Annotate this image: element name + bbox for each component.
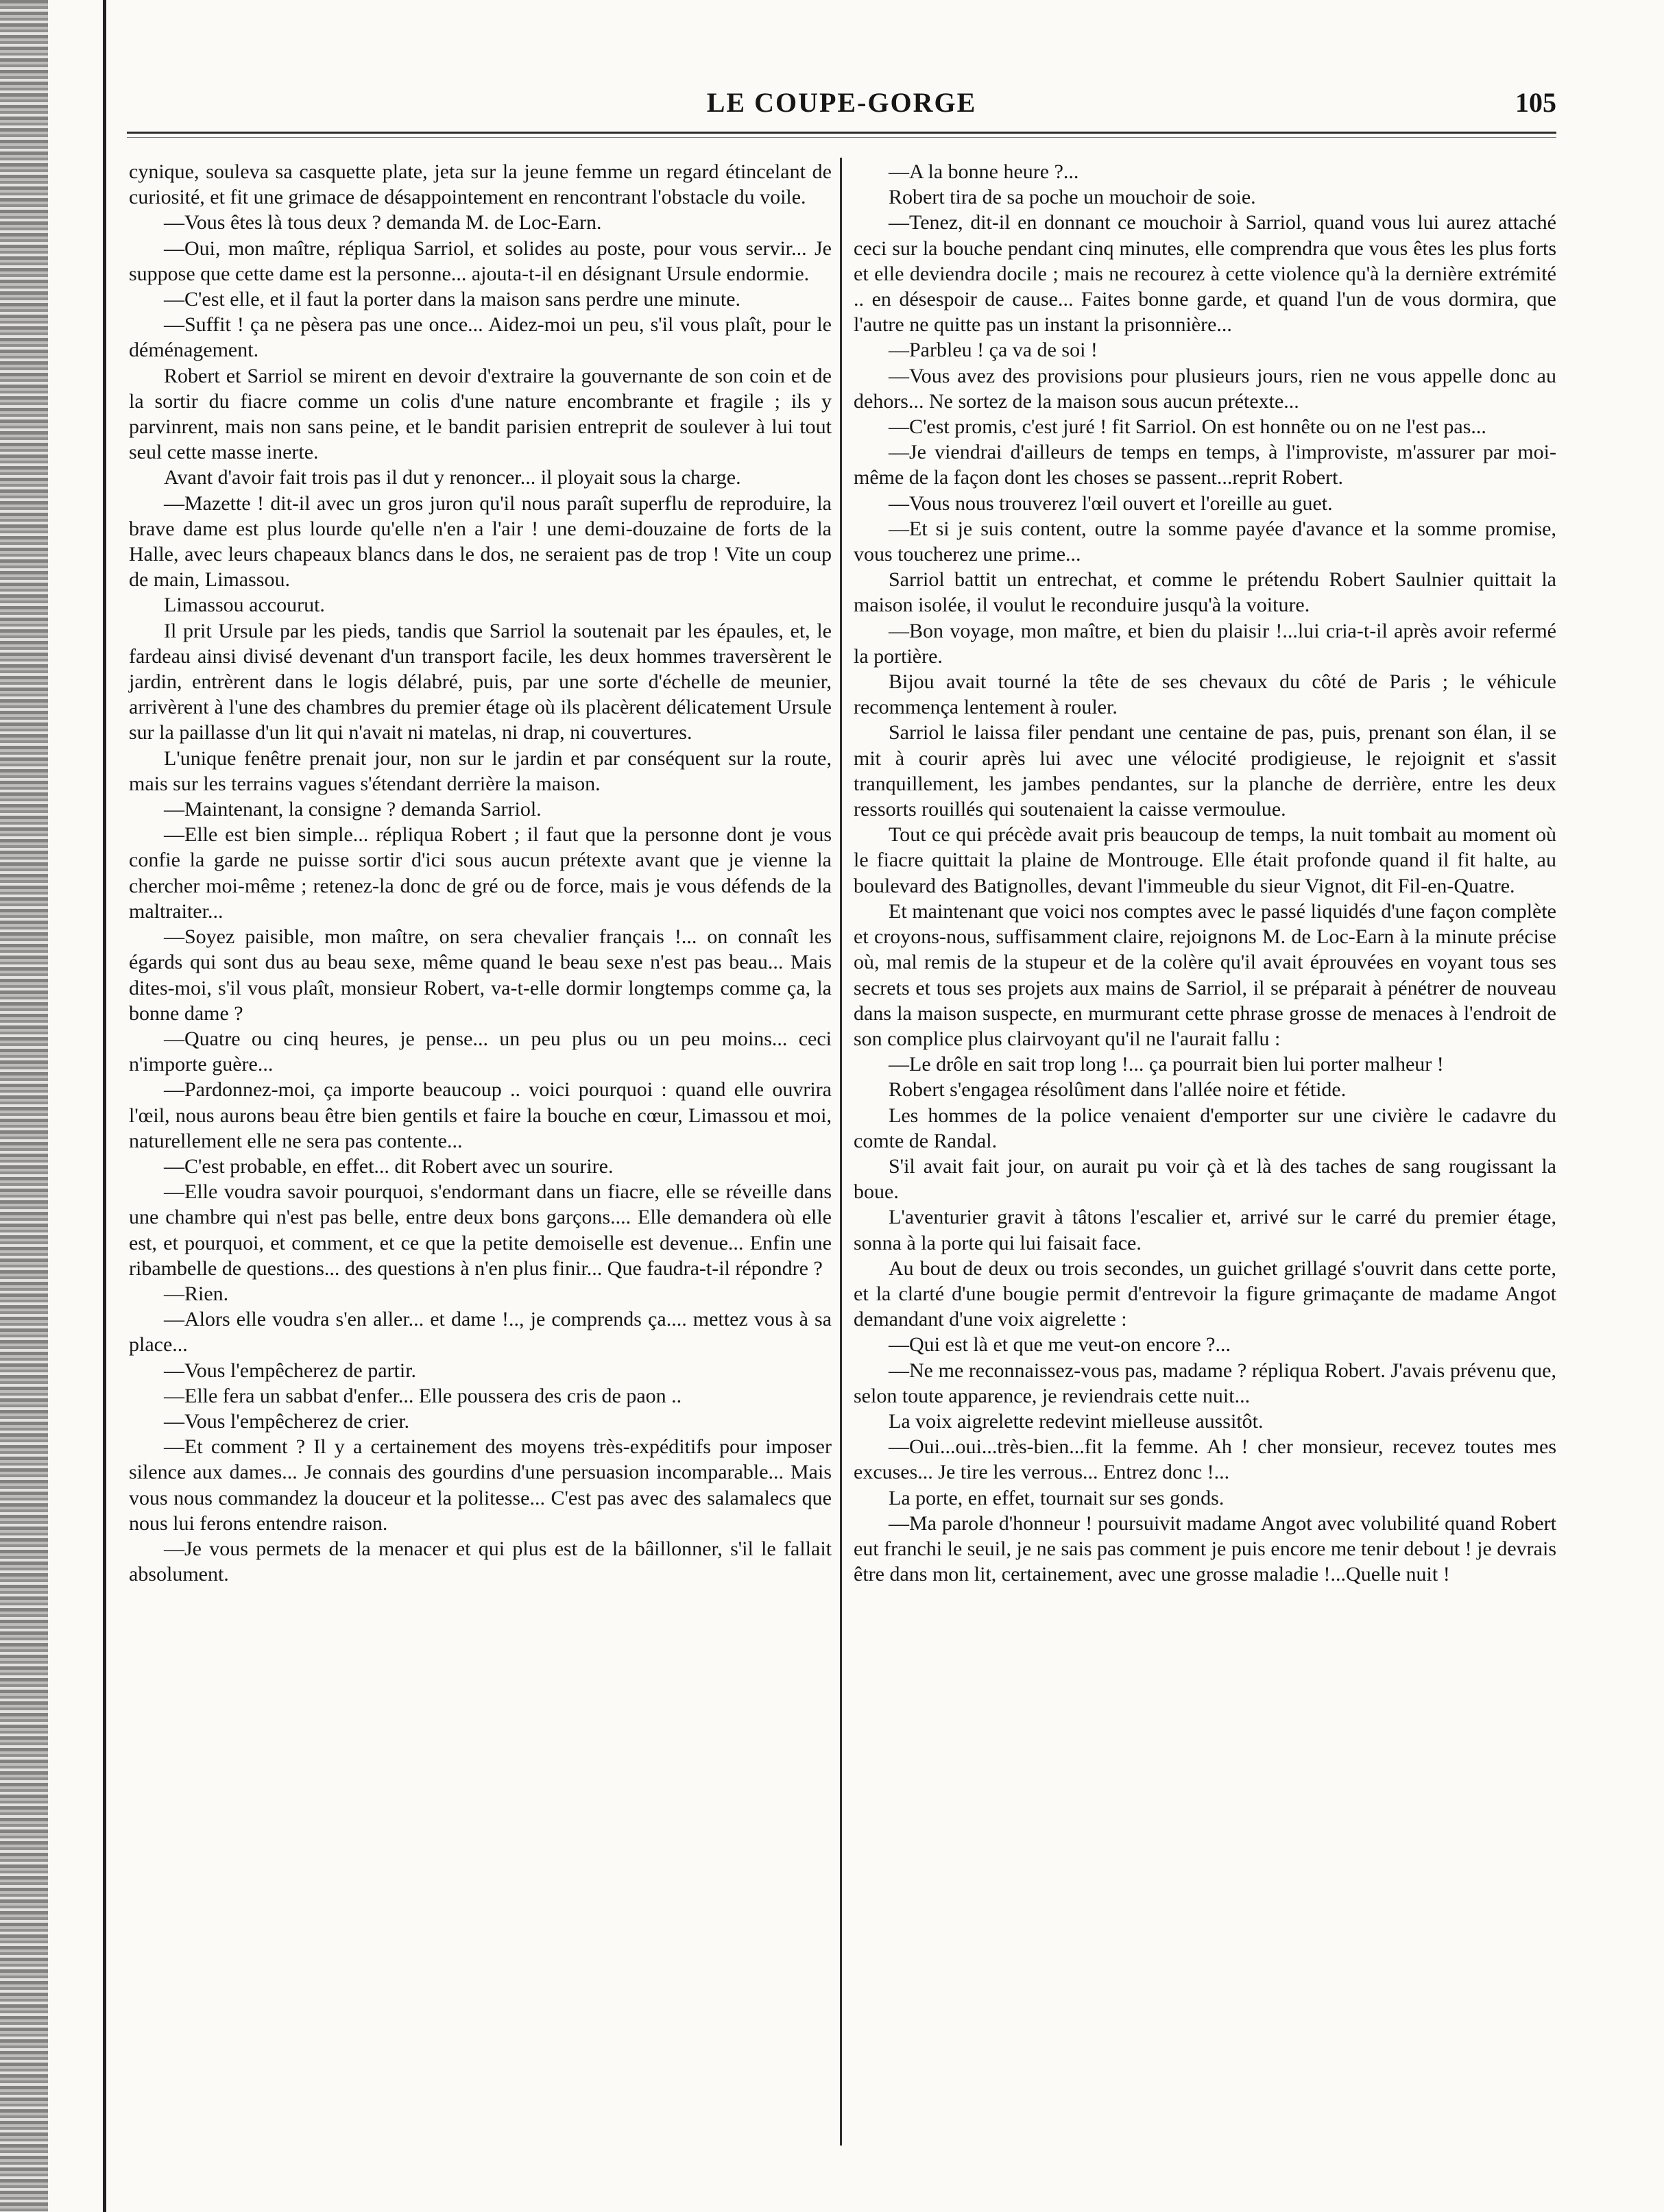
left-column (129, 159, 832, 1587)
paragraph: —Quatre ou cinq heures, je pense... un peu plus ou un peu moins... ceci n'importe guère... (129, 1027, 832, 1076)
paragraph: —Vous l'empêcherez de partir. (164, 1359, 417, 1382)
paragraph: —Elle fera un sabbat d'enfer... Elle poussera des cris de paon .. (164, 1384, 682, 1407)
paragraph: Bijou avait tourné la tête de ses chevaux du côté de Paris ; le véhicule recommença lentement à rouler. (854, 670, 1556, 719)
paragraph: —C'est elle, et il faut la porter dans la maison sans perdre une minute. (164, 288, 740, 311)
paragraph: cynique, souleva sa casquette plate, jeta sur la jeune femme un regard étincelant de curiosité, et fit une grimace de désappointement en rencontrant l'obstacle du voile. (129, 160, 832, 209)
paragraph: —Elle est bien simple... répliqua Robert ; il faut que la personne dont je vous confie la garde ne puisse sortir d'ici sous aucun prétexte avant que je vienne la chercher moi-même ; retenez-la donc de gré ou de force, mais je vous défends de la maltraiter... (129, 823, 832, 923)
right-column (854, 159, 1556, 1587)
paragraph: L'aventurier gravit à tâtons l'escalier et, arrivé sur le carré du premier étage, sonna à la porte qui lui faisait face. (854, 1206, 1556, 1254)
paragraph: La porte, en effet, tournait sur ses gonds. (889, 1486, 1225, 1509)
header-rule (127, 132, 1556, 134)
paragraph: —Vous l'empêcherez de crier. (164, 1409, 410, 1433)
paragraph: S'il avait fait jour, on aurait pu voir çà et là des taches de sang rougissant la boue. (854, 1154, 1556, 1204)
paragraph: —Vous nous trouverez l'œil ouvert et l'oreille au guet. (889, 491, 1333, 515)
page-header (127, 86, 1556, 127)
paragraph: —Parbleu ! ça va de soi ! (889, 339, 1098, 362)
paragraph: —Ma parole d'honneur ! poursuivit madame Angot avec volubilité quand Robert eut franchi le seuil, je ne sais pas comment je puis encore me tenir debout ! je devrais être dans mon lit, certainement, avec une grosse maladie !...Quelle nuit ! (854, 1511, 1556, 1586)
paragraph: —Suffit ! ça ne pèsera pas une once... Aidez-moi un peu, s'il vous plaît, pour le déménagement. (129, 313, 832, 362)
page-number: 105 (1515, 87, 1556, 118)
running-title: LE COUPE-GORGE (706, 87, 977, 118)
paragraph: Au bout de deux ou trois secondes, un guichet grillagé s'ouvrit dans cette porte, et la clarté d'une bougie permit d'entrevoir la figure grimaçante de madame Angot demandant d'une voix aigrelette : (854, 1256, 1556, 1331)
paragraph: —C'est promis, c'est juré ! fit Sarriol. On est honnête ou on ne l'est pas... (889, 415, 1486, 439)
paragraph: —Et comment ? Il y a certainement des moyens très-expéditifs pour imposer silence aux dames... Je connais des gourdins d'une persuasion incomparable... Mais vous nous commandez la douceur et la politesse... C'est pas avec des salamalecs que nous lui ferons entendre raison. (129, 1435, 832, 1535)
paragraph: Robert et Sarriol se mirent en devoir d'extraire la gouvernante de son coin et de la sortir du fiacre comme un colis d'une nature encombrante et fragile ; ils y parvinrent, mais non sans peine, et le bandit parisien entreprit de soulever à lui tout seul cette masse inerte. (129, 364, 832, 464)
page-binding-edge (0, 0, 48, 2212)
paragraph: —Le drôle en sait trop long !... ça pourrait bien lui porter malheur ! (889, 1053, 1444, 1076)
paragraph: —Bon voyage, mon maître, et bien du plaisir !...lui cria-t-il après avoir refermé la portière. (854, 619, 1556, 668)
paragraph: —Maintenant, la consigne ? demanda Sarriol. (164, 798, 542, 821)
paragraph: —Mazette ! dit-il avec un gros juron qu'il nous paraît superflu de reproduire, la brave dame est plus lourde qu'elle n'en a l'air ! une demi-douzaine de forts de la Halle, avec leurs chapeaux blancs dans le dos, ne seraient pas de trop ! Vite un coup de main, Limassou. (129, 491, 832, 592)
paragraph: —Ne me reconnaissez-vous pas, madame ? répliqua Robert. J'avais prévenu que, selon toute apparence, je reviendrais cette nuit... (854, 1359, 1556, 1407)
paragraph: —Rien. (164, 1282, 229, 1305)
paragraph: Tout ce qui précède avait pris beaucoup de temps, la nuit tombait au moment où le fiacre quittait la plaine de Montrouge. Elle était profonde quand il fit halte, au boulevard des Batignolles, devant l'immeuble du sieur Vignot, dit Fil-en-Quatre. (854, 823, 1556, 897)
paragraph: —Vous avez des provisions pour plusieurs jours, rien ne vous appelle donc au dehors... Ne sortez de la maison sous aucun prétexte... (854, 364, 1556, 413)
paragraph: Sarriol battit un entrechat, et comme le prétendu Robert Saulnier quittait la maison isolée, il voulut le reconduire jusqu'à la voiture. (854, 568, 1556, 617)
paragraph: —Je viendrai d'ailleurs de temps en temps, à l'improviste, m'assurer par moi-même de la façon dont les choses se passent...reprit Robert. (854, 441, 1556, 489)
paragraph: Limassou accourut. (164, 594, 325, 617)
paragraph: —C'est probable, en effet... dit Robert avec un sourire. (164, 1154, 614, 1178)
header-rule-thin (127, 137, 1556, 138)
column-separator (840, 158, 842, 2146)
paragraph: Et maintenant que voici nos comptes avec le passé liquidés d'une façon complète et croyons-nous, suffisamment claire, rejoignons M. de Loc-Earn à la minute précise où, mal remis de la stupeur et de la colère qu'il avait éprouvées en voyant tous ses secrets et tous ses projets aux mains de Sarriol, il se préparait à pénétrer de nouveau dans la maison suspecte, en murmurant cette phrase grosse de menaces à l'endroit de son complice plus clairvoyant qu'il ne l'aurait fallu : (854, 899, 1556, 1050)
paragraph: Robert tira de sa poche un mouchoir de soie. (889, 186, 1256, 209)
paragraph: —Et si je suis content, outre la somme payée d'avance et la somme promise, vous toucherez une prime... (854, 517, 1556, 566)
gutter-line (103, 0, 106, 2212)
paragraph: Robert s'engagea résolûment dans l'allée noire et fétide. (889, 1078, 1347, 1102)
paragraph: —Tenez, dit-il en donnant ce mouchoir à Sarriol, quand vous lui aurez attaché ceci sur la bouche pendant cinq minutes, elle comprendra que vous êtes les plus forts et elle deviendra docile ; mais ne recourez à cette violence qu'à la dernière extrémité .. en désespoir de cause... Faites bonne garde, et quand l'un de vous dormira, que l'autre ne quitte pas un instant la prisonnière... (854, 211, 1556, 337)
paragraph: —A la bonne heure ?... (889, 160, 1079, 183)
paragraph: —Qui est là et que me veut-on encore ?... (889, 1333, 1231, 1357)
paragraph: —Elle voudra savoir pourquoi, s'endormant dans un fiacre, elle se réveille dans une chambre qui n'est pas belle, entre deux bons garçons.... Elle demandera où elle est, et pourquoi, et comment, et ce que la petite demoiselle est devenue... Enfin une ribambelle de questions... des questions à n'en plus finir... Que faudra-t-il répondre ? (129, 1180, 832, 1280)
paragraph: Il prit Ursule par les pieds, tandis que Sarriol la soutenait par les épaules, et, le fardeau ainsi divisé devenant d'un transport facile, les deux hommes traversèrent le jardin, entrèrent dans le logis délabré, puis, par une sorte d'échelle de meunier, arrivèrent à l'une des chambres du premier étage où ils placèrent délicatement Ursule sur la paillasse d'un lit qui n'avait ni matelas, ni drap, ni couvertures. (129, 619, 832, 744)
paragraph: L'unique fenêtre prenait jour, non sur le jardin et par conséquent sur la route, mais sur les terrains vagues s'étendant derrière la maison. (129, 746, 832, 795)
paragraph: —Soyez paisible, mon maître, on sera chevalier français !... on connaît les égards qui sont dus au beau sexe, même quand le beau sexe n'est pas beau... Mais dites-moi, s'il vous plaît, monsieur Robert, va-t-elle dormir longtemps comme ça, la bonne dame ? (129, 925, 832, 1025)
paragraph: Avant d'avoir fait trois pas il dut y renoncer... il ployait sous la charge. (164, 466, 741, 489)
paragraph: —Vous êtes là tous deux ? demanda M. de Loc-Earn. (164, 211, 602, 234)
paragraph: La voix aigrelette redevint mielleuse aussitôt. (889, 1409, 1264, 1433)
paragraph: —Je vous permets de la menacer et qui plus est de la bâillonner, s'il le fallait absolument. (129, 1537, 832, 1586)
paragraph: Sarriol le laissa filer pendant une centaine de pas, puis, prenant son élan, il se mit à courir après lui avec une vélocité prodigieuse, le rejoignit et s'assit tranquillement, les jambes pendantes, sur la planche de derrière, entre les deux ressorts rouillés qui soutenaient la caisse vermoulue. (854, 721, 1556, 821)
paragraph: Les hommes de la police venaient d'emporter sur une civière le cadavre du comte de Randal. (854, 1104, 1556, 1152)
paragraph: —Oui...oui...très-bien...fit la femme. Ah ! cher monsieur, recevez toutes mes excuses... Je tire les verrous... Entrez donc !... (854, 1435, 1556, 1484)
paragraph: —Pardonnez-moi, ça importe beaucoup .. voici pourquoi : quand elle ouvrira l'œil, nous aurons beau être bien gentils et faire la bouche en cœur, Limassou et moi, naturellement elle ne sera pas contente... (129, 1078, 832, 1152)
paragraph: —Alors elle voudra s'en aller... et dame !.., je comprends ça.... mettez vous à sa place... (129, 1308, 832, 1357)
paragraph: —Oui, mon maître, répliqua Sarriol, et solides au poste, pour vous servir... Je suppose que cette dame est la personne... ajouta-t-il en désignant Ursule endormie. (129, 236, 832, 285)
